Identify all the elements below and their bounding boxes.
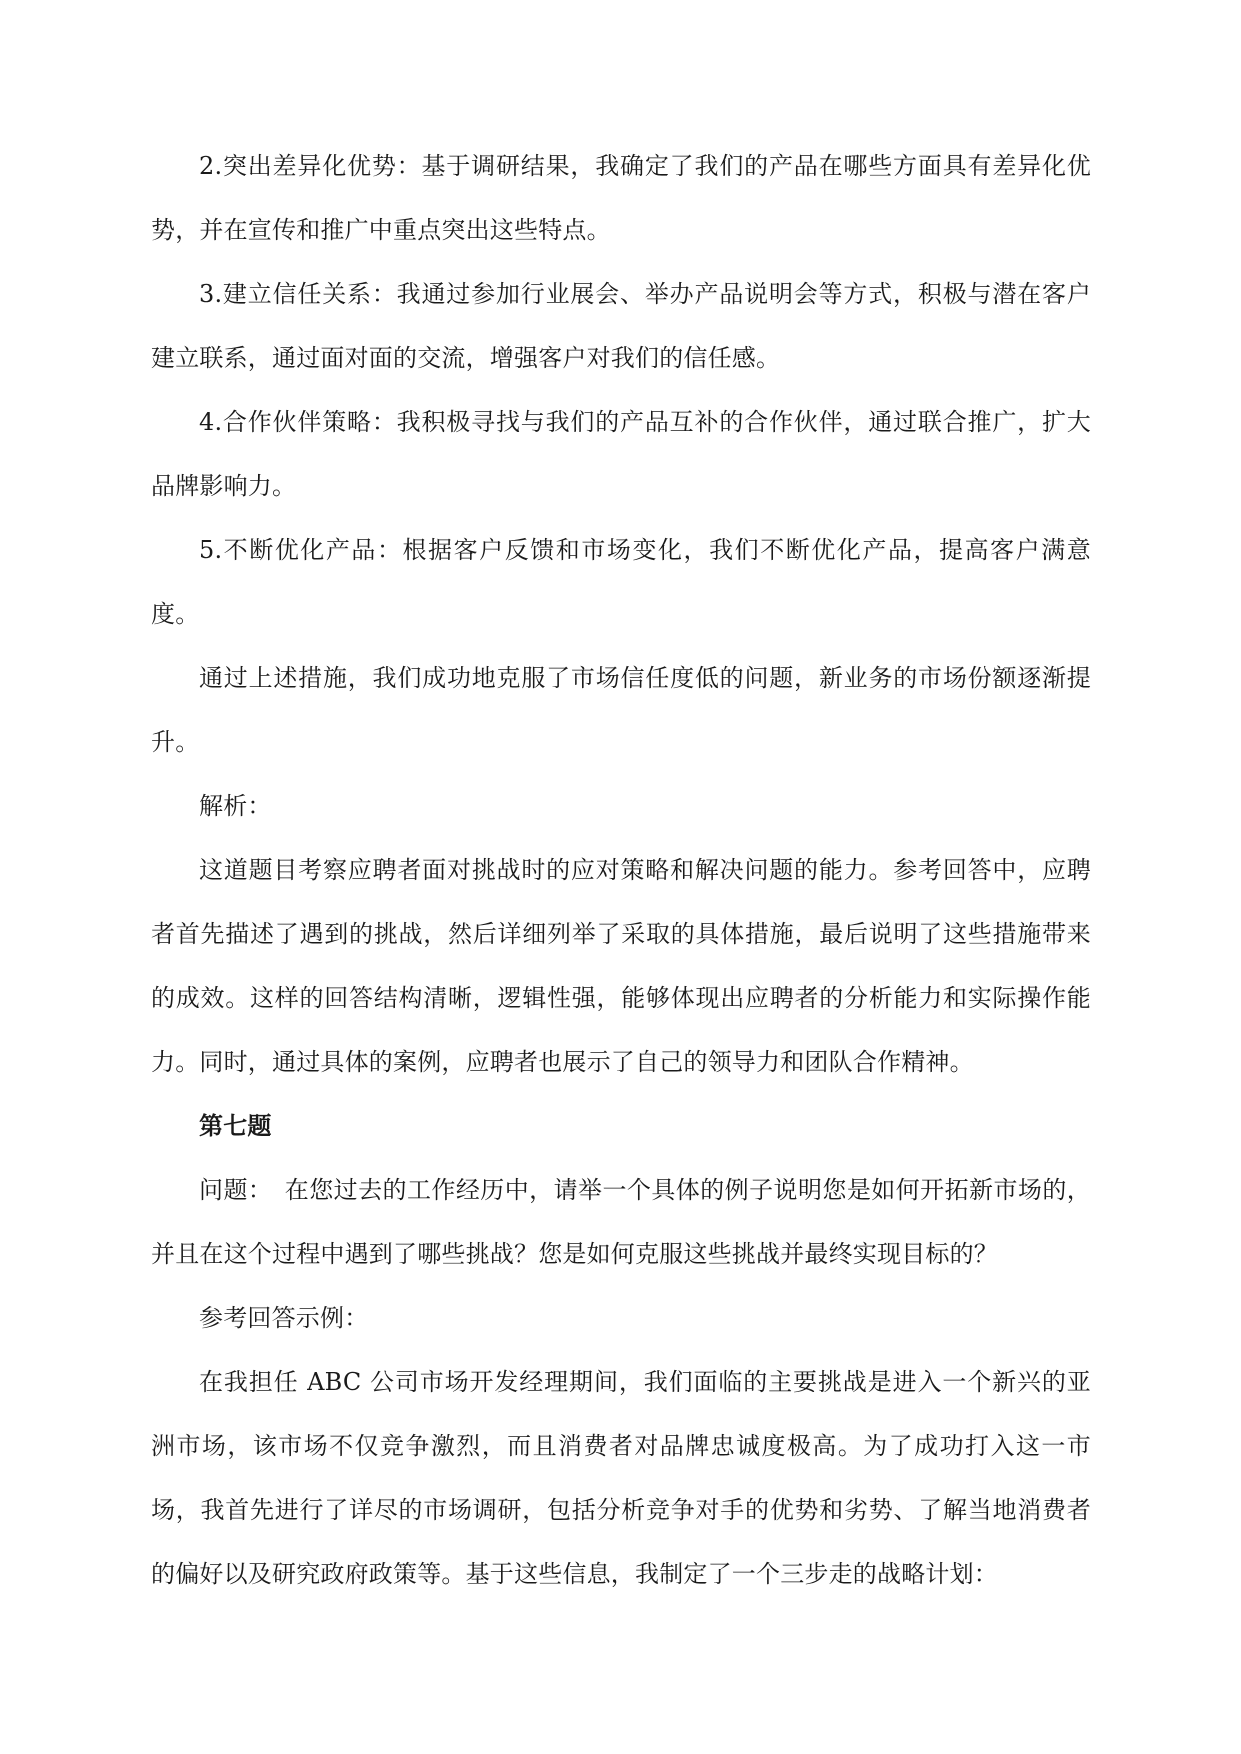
question-seven-heading: 第七题	[199, 1111, 272, 1140]
paragraph-differentiation: 2.突出差异化优势：基于调研结果，我确定了我们的产品在哪些方面具有差异化优势，并在宣传和推广中重点突出这些特点。	[151, 152, 1091, 244]
paragraph-analysis: 这道题目考察应聘者面对挑战时的应对策略和解决问题的能力。参考回答中，应聘者首先描述了遇到的挑战，然后详细列举了采取的具体措施，最后说明了这些措施带来的成效。这样的回答结构清晰，逻辑性强，能够体现出应聘者的分析能力和实际操作能力。同时，通过具体的案例，应聘者也展示了自己的领导力和团队合作精神。	[151, 856, 1091, 1076]
analysis-label: 解析：	[199, 792, 272, 820]
document-body	[151, 134, 1091, 1606]
paragraph-outcome: 通过上述措施，我们成功地克服了市场信任度低的问题，新业务的市场份额逐渐提升。	[151, 664, 1091, 756]
paragraph-sample-answer: 在我担任 ABC 公司市场开发经理期间，我们面临的主要挑战是进入一个新兴的亚洲市场，该市场不仅竞争激烈，而且消费者对品牌忠诚度极高。为了成功打入这一市场，我首先进行了详尽的市场调研，包括分析竞争对手的优势和劣势、了解当地消费者的偏好以及研究政府政策等。基于这些信息，我制定了一个三步走的战略计划：	[151, 1368, 1091, 1588]
paragraph-question: 问题： 在您过去的工作经历中，请举一个具体的例子说明您是如何开拓新市场的，并且在这个过程中遇到了哪些挑战？您是如何克服这些挑战并最终实现目标的？	[151, 1176, 1091, 1268]
paragraph-partner-strategy: 4.合作伙伴策略：我积极寻找与我们的产品互补的合作伙伴，通过联合推广，扩大品牌影响力。	[151, 408, 1091, 500]
paragraph-trust-building: 3.建立信任关系：我通过参加行业展会、举办产品说明会等方式，积极与潜在客户建立联系，通过面对面的交流，增强客户对我们的信任感。	[151, 280, 1091, 372]
sample-answer-label: 参考回答示例：	[199, 1304, 369, 1332]
paragraph-product-optimization: 5.不断优化产品：根据客户反馈和市场变化，我们不断优化产品，提高客户满意度。	[151, 536, 1091, 628]
